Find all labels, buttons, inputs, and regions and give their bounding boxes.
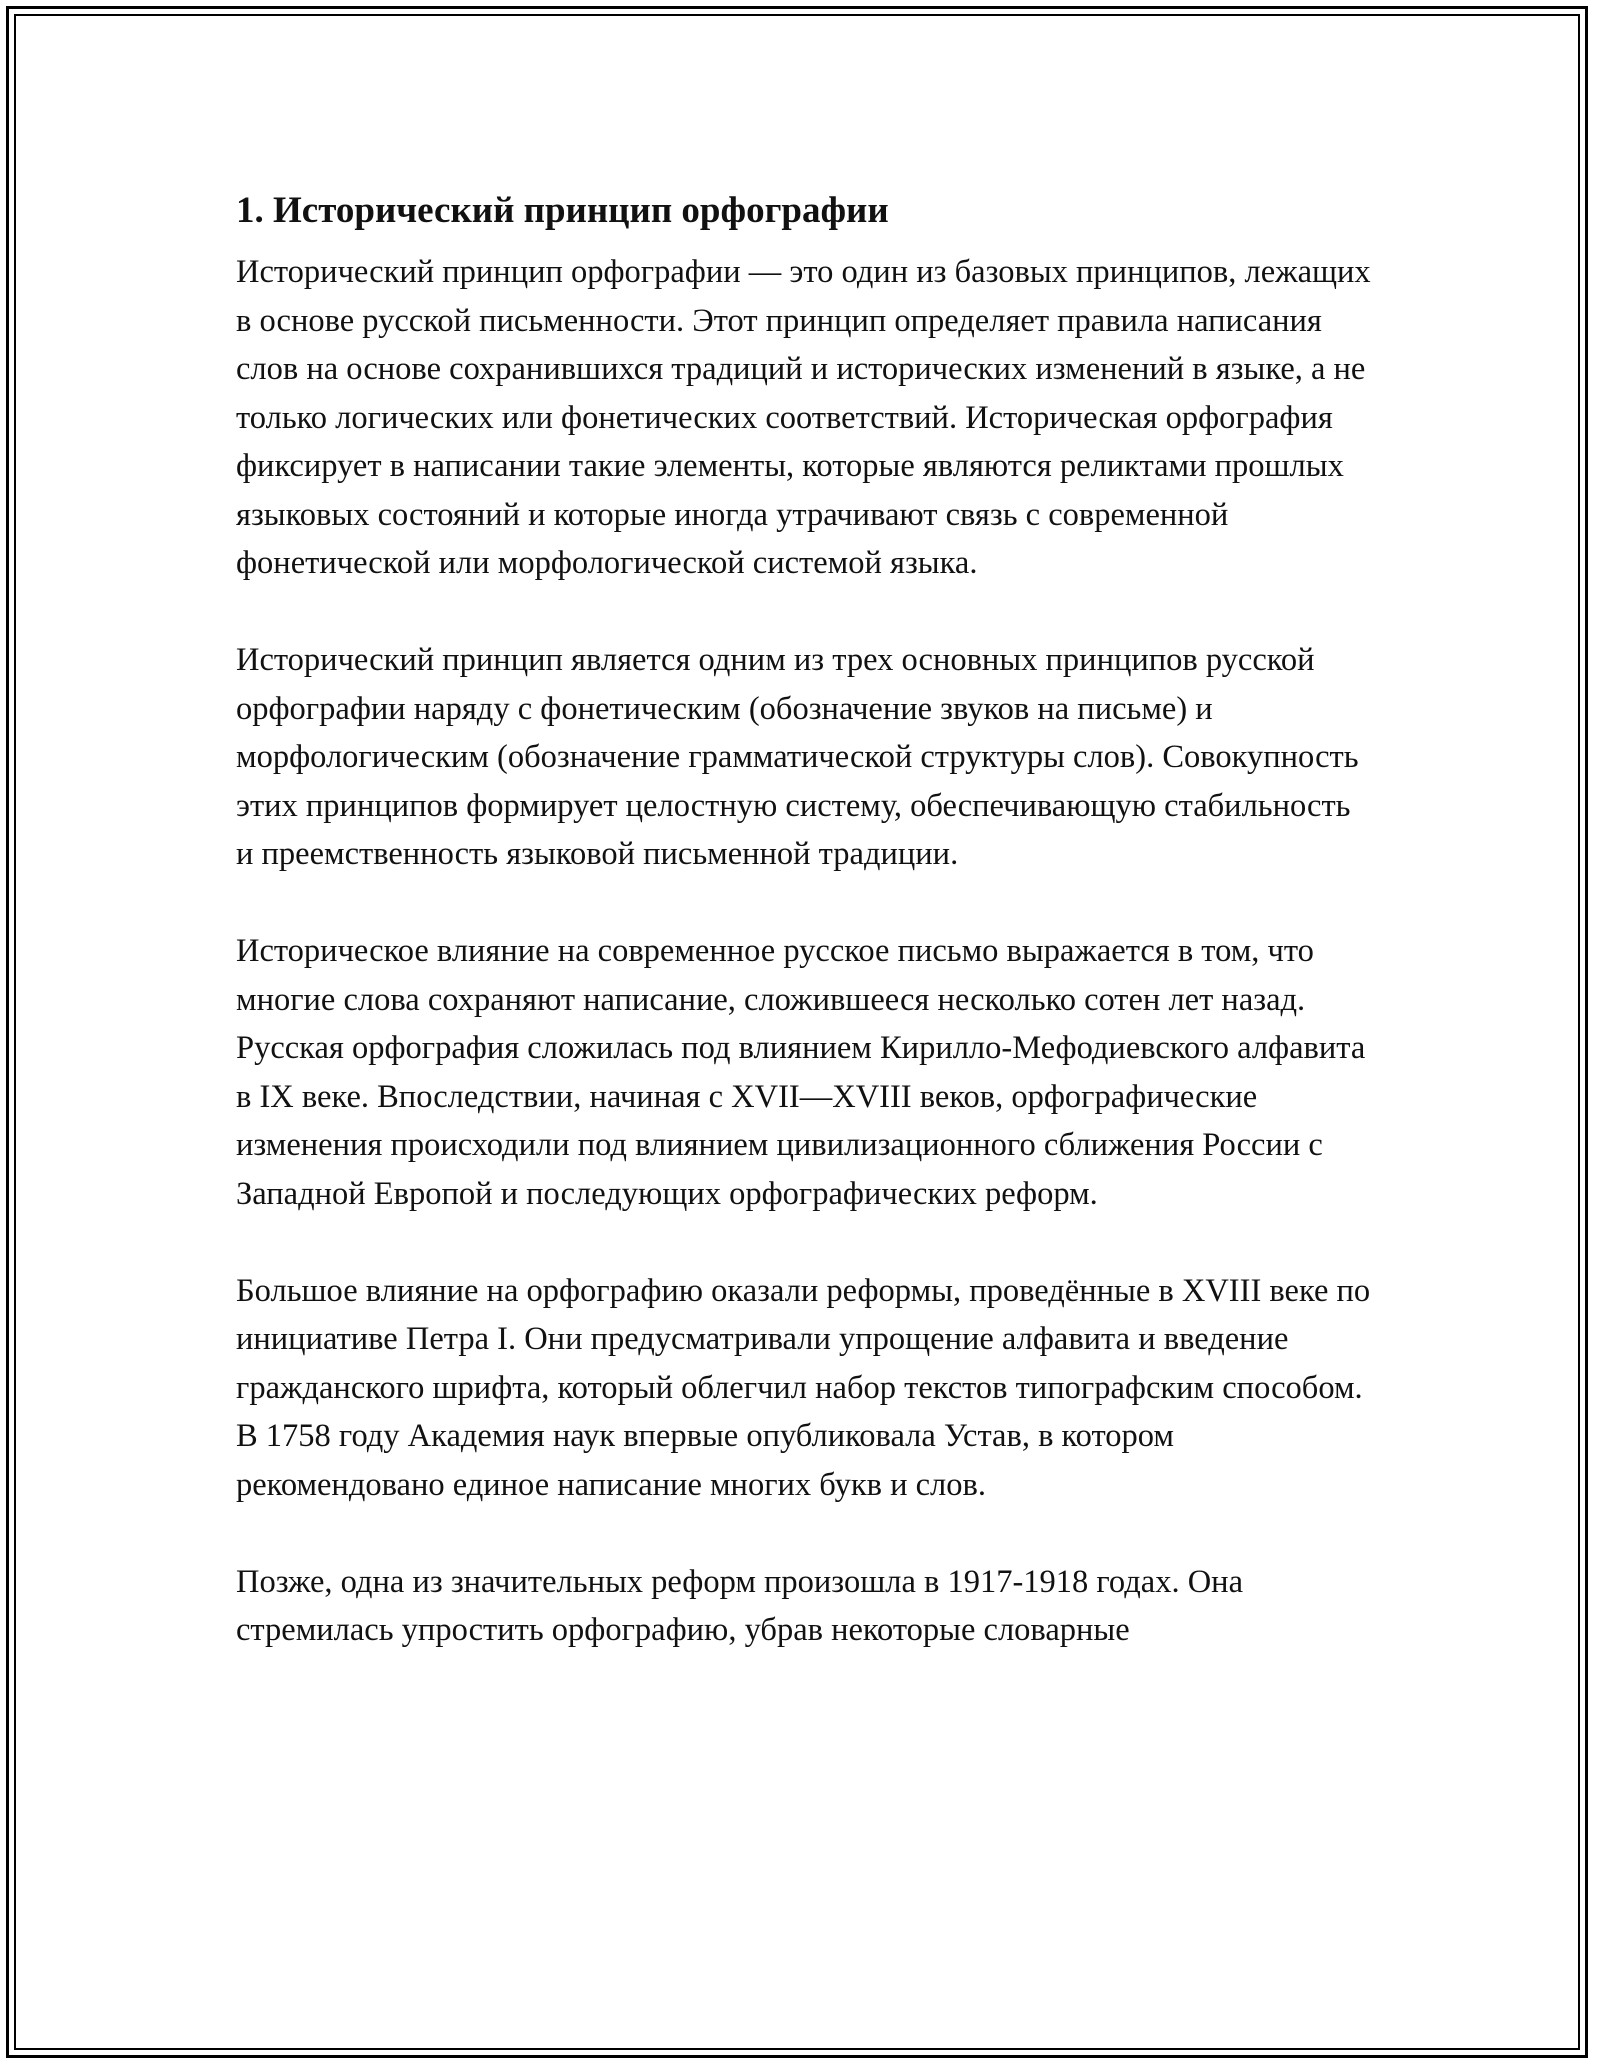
section-heading: 1. Исторический принцип орфографии <box>236 190 889 231</box>
paragraph-2: Исторический принцип является одним из трех основных принципов русской орфографии наряду с фонетическим (обозначение звуков на письме) и морфологическим (обозначение грамматической структуры слов). Совокупность этих принципов формирует целостную систему, обеспечивающую стабильность и преемственность языковой письменной традиции. <box>236 642 1359 872</box>
paragraph-5: Позже, одна из значительных реформ произошла в 1917-1918 годах. Она стремилась упростить орфографию, убрав некоторые словарные <box>236 1563 1243 1648</box>
paragraph-3: Историческое влияние на современное русское письмо выражается в том, что многие слова сохраняют написание, сложившееся несколько сотен лет назад. Русская орфография сложилась под влиянием Кирилло-Мефодиевского алфавита в IX веке. Впоследствии, начиная с XVII—XVIII веков, орфографические изменения происходили под влиянием цивилизационного сближения России с Западной Европой и последующих орфографических реформ. <box>236 933 1366 1212</box>
document-body <box>236 186 1376 1703</box>
paragraph-1: Исторический принцип орфографии — это один из базовых принципов, лежащих в основе русской письменности. Этот принцип определяет правила написания слов на основе сохранившихся традиций и исторических изменений в языке, а не только логических или фонетических соответствий. Историческая орфография фиксирует в написании такие элементы, которые являются реликтами прошлых языковых состояний и которые иногда утрачивают связь с современной фонетической или морфологической системой языка. <box>236 254 1371 581</box>
paragraph-4: Большое влияние на орфографию оказали реформы, проведённые в XVIII веке по инициативе Петра I. Они предусматривали упрощение алфавита и введение гражданского шрифта, который облегчил набор текстов типографским способом. В 1758 году Академия наук впервые опубликовала Устав, в котором рекомендовано единое написание многих букв и слов. <box>236 1272 1371 1503</box>
